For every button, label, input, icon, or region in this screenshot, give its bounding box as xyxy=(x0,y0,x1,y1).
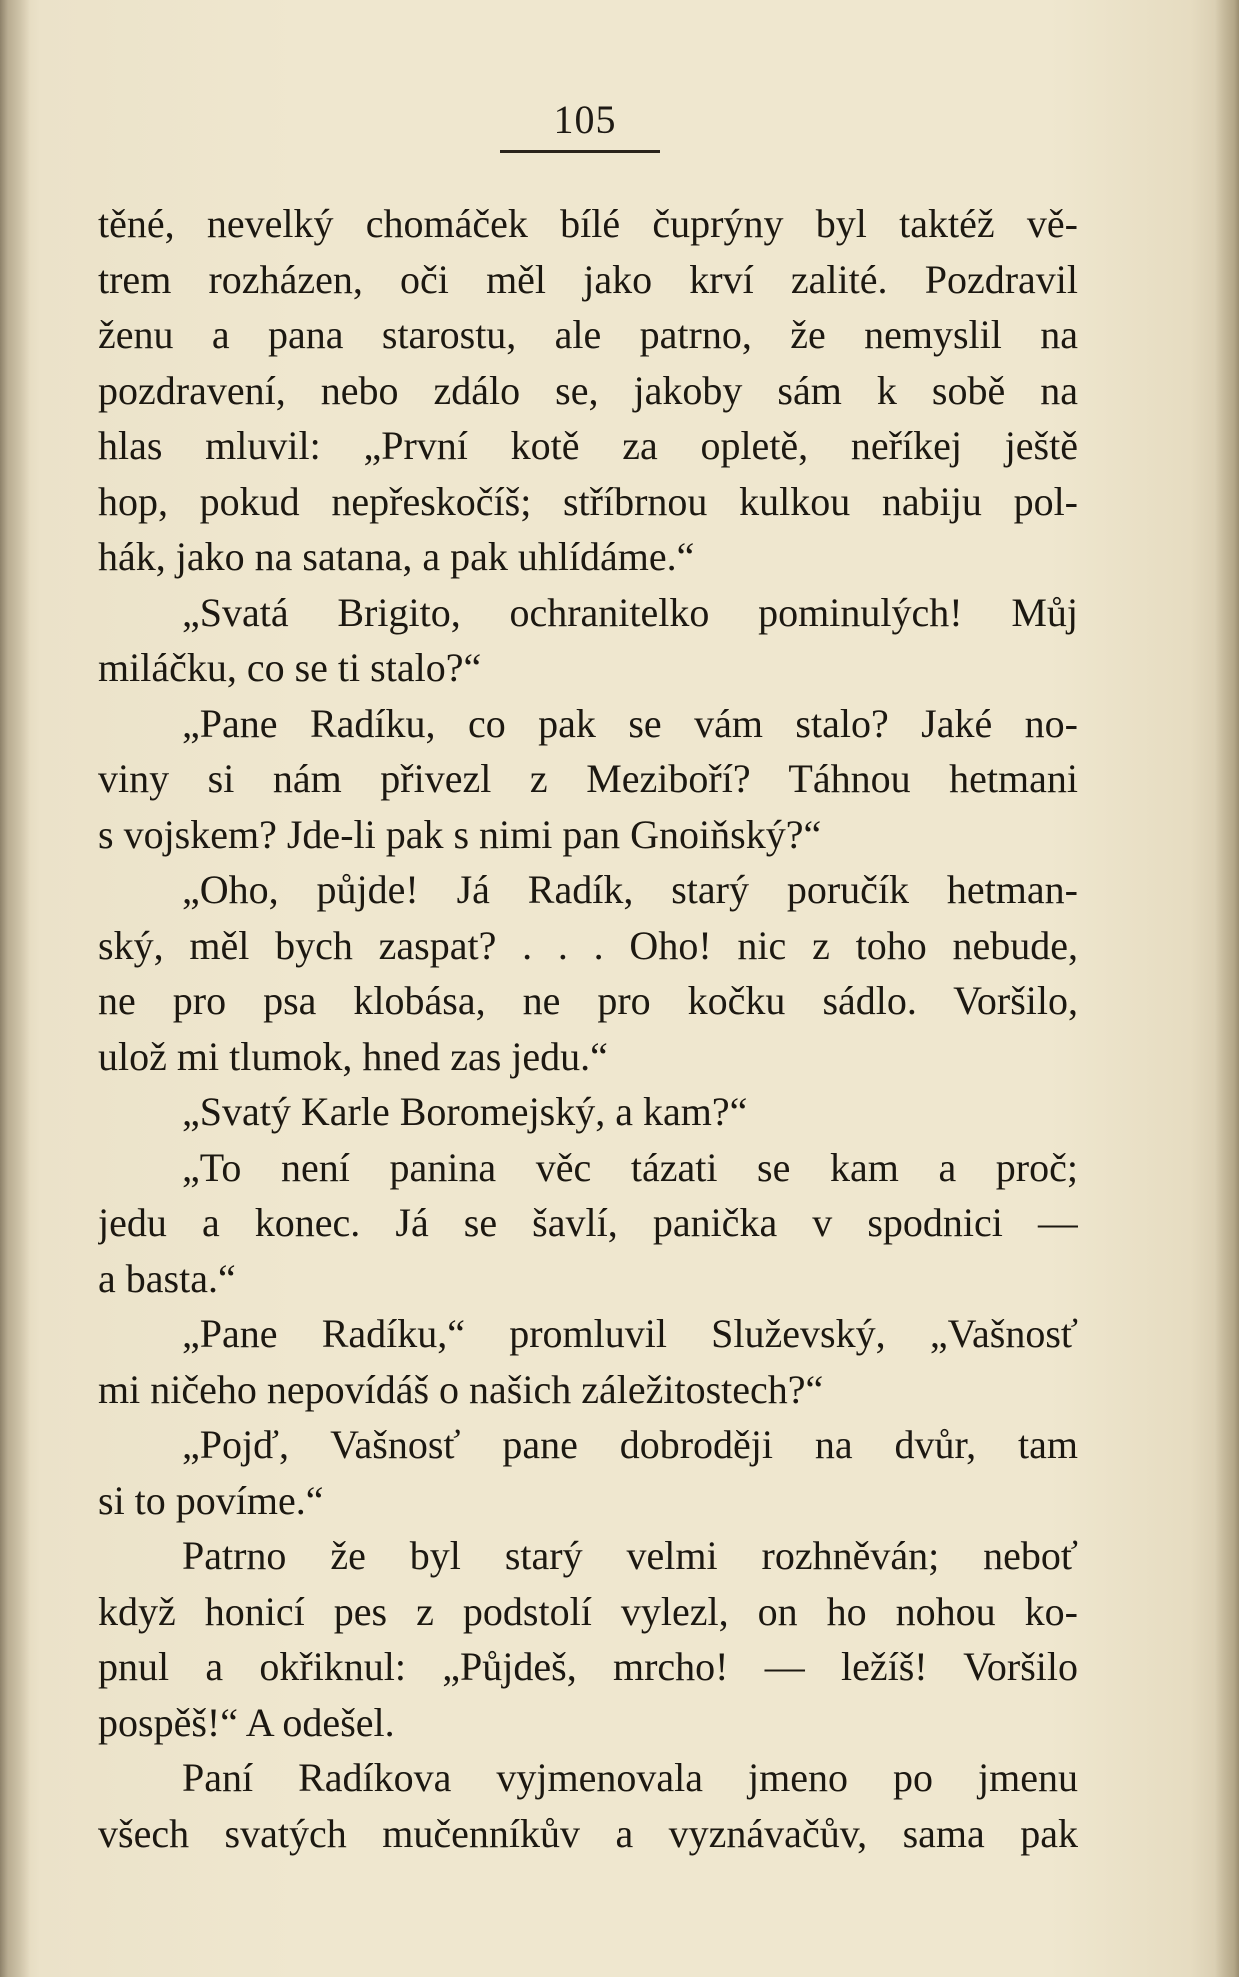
text-line: všech svatých mučenníkův a vyznávačův, sama pak xyxy=(98,1810,1078,1856)
text-line: ulož mi tlumok, hned zas jedu.“ xyxy=(98,1033,608,1079)
page-number: 105 xyxy=(553,97,617,142)
text-line: hop, pokud nepřeskočíš; stříbrnou kulkou nabiju pol- xyxy=(98,478,1078,524)
text-line: ženu a pana starostu, ale patrno, že nemyslil na xyxy=(98,312,1078,357)
binding-gutter-shadow xyxy=(0,0,30,1977)
text-line: pozdravení, nebo zdálo se, jakoby sám k sobě na xyxy=(98,367,1078,413)
text-line: „Pojď, Vašnosť pane dobroději na dvůr, tam xyxy=(182,1422,1078,1467)
text-line: Paní Radíkova vyjmenovala jmeno po jmenu xyxy=(182,1755,1078,1800)
text-line: jedu a konec. Já se šavlí, panička v spodnici — xyxy=(98,1200,1078,1245)
text-line: „Svatá Brigito, ochranitelko pominulých! Můj xyxy=(182,589,1078,635)
text-line: si to povíme.“ xyxy=(98,1477,324,1523)
text-line: těné, nevelký chomáček bílé čuprýny byl taktéž vě- xyxy=(98,201,1078,246)
text-line: ský, měl bych zaspat? . . . Oho! nic z toho nebude, xyxy=(98,922,1078,968)
text-line: hák, jako na satana, a pak uhlídáme.“ xyxy=(98,534,695,579)
text-line: a basta.“ xyxy=(98,1255,236,1301)
text-line: pnul a okřiknul: „Půjdeš, mrcho! — ležíš! Voršilo xyxy=(98,1644,1078,1689)
text-line: viny si nám přivezl z Meziboří? Táhnou hetmani xyxy=(98,756,1078,801)
text-line: Patrno že byl starý velmi rozhněván; neboť xyxy=(182,1533,1078,1578)
text-line: „Svatý Karle Boromejský, a kam?“ xyxy=(182,1089,748,1134)
page-edge-shadow xyxy=(1215,0,1239,1977)
text-line: miláčku, co se ti stalo?“ xyxy=(98,645,482,690)
text-line: „Pane Radíku,“ promluvil Služevský, „Vašnosť xyxy=(182,1311,1078,1356)
text-line: „Oho, půjde! Já Radík, starý poručík hetman- xyxy=(182,867,1078,912)
text-line: s vojskem? Jde-li pak s nimi pan Gnoiňský?“ xyxy=(98,811,822,857)
body-text xyxy=(98,196,1078,1861)
text-line: hlas mluvil: „První kotě za opletě, neříkej ještě xyxy=(98,423,1078,468)
header-rule xyxy=(500,150,660,153)
text-line: mi ničeho nepovídáš o našich záležitostech?“ xyxy=(98,1366,824,1412)
text-line: trem rozházen, oči měl jako krví zalité. Pozdravil xyxy=(98,256,1078,302)
text-line: když honicí pes z podstolí vylezl, on ho nohou ko- xyxy=(98,1588,1078,1634)
text-line: pospěš!“ A odešel. xyxy=(98,1699,395,1745)
text-line: „Pane Radíku, co pak se vám stalo? Jaké no- xyxy=(182,700,1078,746)
text-line: „To není panina věc tázati se kam a proč; xyxy=(182,1144,1078,1190)
text-line: ne pro psa klobása, ne pro kočku sádlo. Voršilo, xyxy=(98,978,1078,1023)
